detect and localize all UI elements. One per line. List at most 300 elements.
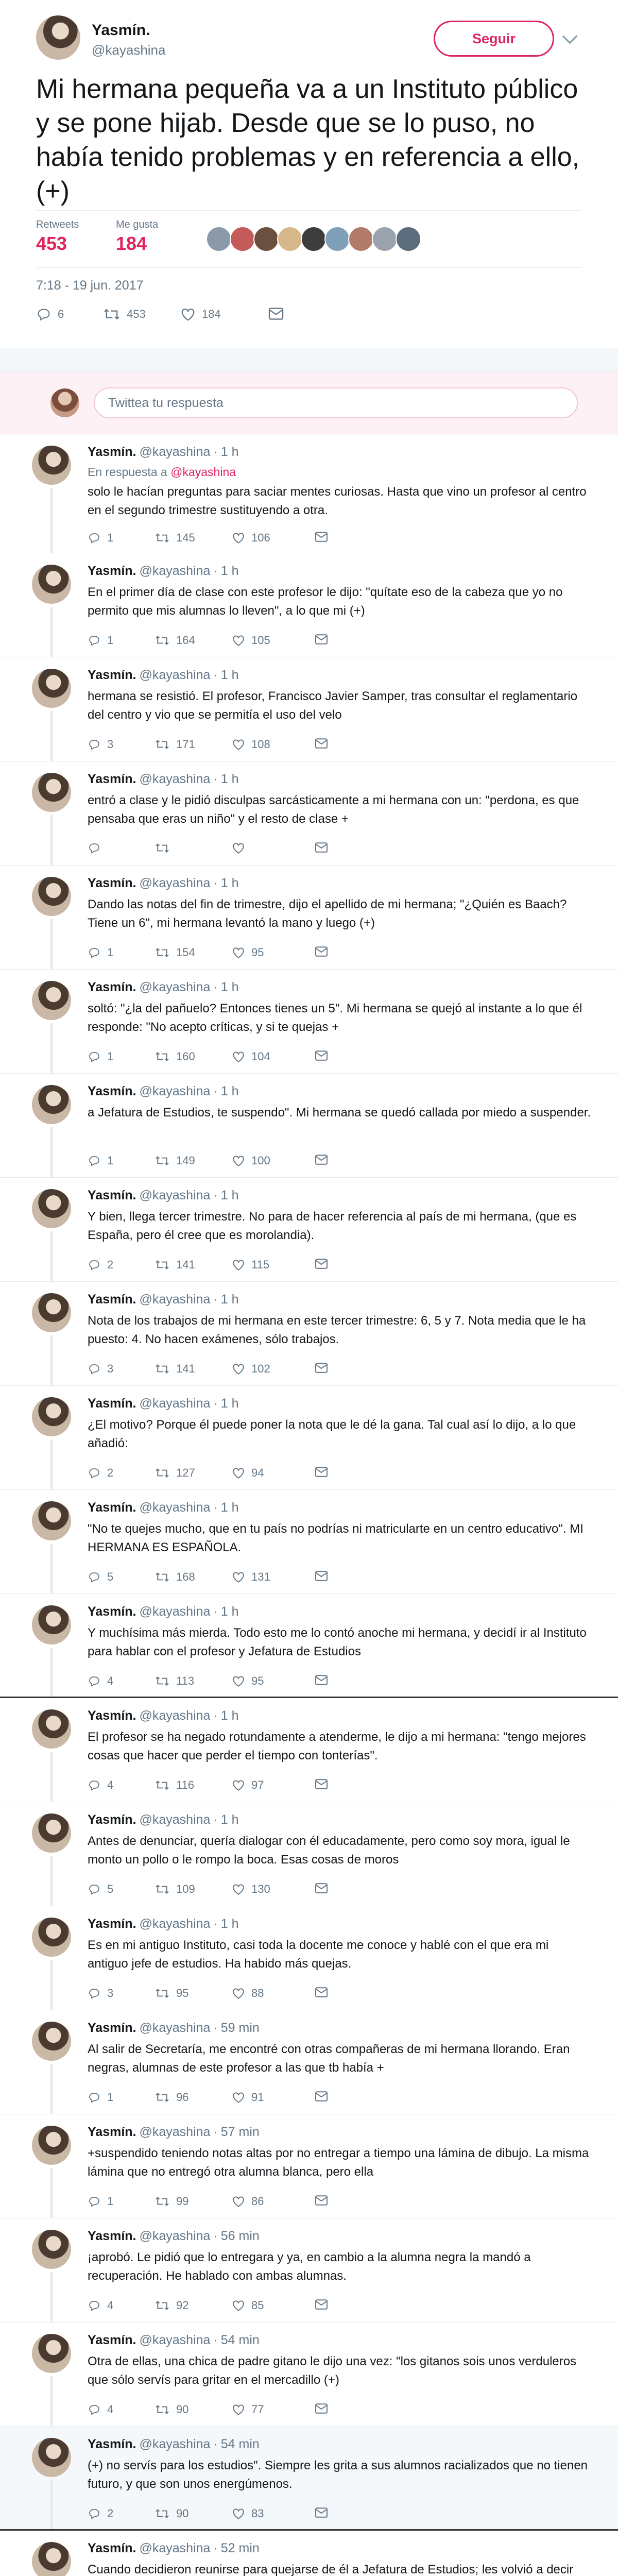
author-handle[interactable]: @kayashina bbox=[139, 1708, 211, 1723]
avatar[interactable] bbox=[32, 446, 71, 485]
message-button[interactable] bbox=[314, 1987, 329, 1998]
thread-line bbox=[50, 488, 53, 553]
author-name[interactable]: Yasmín. bbox=[88, 445, 136, 459]
author-name[interactable]: Yasmín. bbox=[88, 1188, 136, 1202]
reply-tweet[interactable] bbox=[0, 1178, 618, 1282]
avatar[interactable] bbox=[206, 226, 232, 252]
like-button[interactable] bbox=[232, 1987, 264, 2000]
retweet-count: 453 bbox=[127, 308, 146, 320]
envelope-icon bbox=[314, 1258, 329, 1269]
thread-line bbox=[50, 1544, 53, 1594]
reply-time[interactable]: 1 h bbox=[220, 1396, 239, 1411]
retweet-count: 141 bbox=[176, 1258, 195, 1271]
avatar[interactable] bbox=[32, 2230, 71, 2269]
reply-input[interactable]: Twittea tu respuesta bbox=[94, 387, 578, 418]
reply-count: 1 bbox=[107, 946, 114, 959]
author-handle[interactable]: @kayashina bbox=[139, 2229, 211, 2243]
like-count: 95 bbox=[251, 1674, 264, 1687]
reply-button[interactable] bbox=[88, 1674, 113, 1688]
heart-icon bbox=[232, 2195, 245, 2208]
retweet-button[interactable] bbox=[154, 1258, 195, 1272]
retweet-icon bbox=[154, 1883, 170, 1895]
reply-icon bbox=[88, 2403, 101, 2416]
reply-tweet[interactable] bbox=[0, 2218, 618, 2323]
retweet-icon bbox=[154, 1779, 170, 1791]
follow-button[interactable]: Seguir bbox=[434, 21, 554, 57]
message-button[interactable] bbox=[314, 2403, 329, 2414]
reply-time[interactable]: 1 h bbox=[220, 668, 239, 682]
reply-tweet[interactable] bbox=[0, 2010, 618, 2114]
thread-line bbox=[50, 1648, 53, 1697]
author-name[interactable]: Yasmín. bbox=[88, 980, 136, 994]
retweet-button[interactable] bbox=[154, 738, 195, 751]
avatar[interactable] bbox=[32, 2438, 71, 2477]
author-name[interactable]: Yasmín. bbox=[88, 564, 136, 578]
heart-icon bbox=[232, 532, 245, 544]
avatar[interactable] bbox=[32, 1085, 71, 1124]
reply-time[interactable]: 1 h bbox=[220, 980, 239, 994]
author-handle[interactable]: @kayashina bbox=[139, 1084, 211, 1098]
avatar[interactable] bbox=[32, 1709, 71, 1749]
reply-time[interactable]: 1 h bbox=[220, 445, 239, 459]
retweet-button[interactable] bbox=[154, 1987, 188, 2000]
reply-button[interactable] bbox=[88, 1362, 113, 1376]
reply-actions bbox=[88, 946, 448, 963]
message-button[interactable] bbox=[314, 634, 329, 645]
like-button[interactable] bbox=[232, 1154, 270, 1167]
author-handle[interactable]: @kayashina bbox=[139, 1188, 211, 1202]
like-button[interactable] bbox=[232, 2195, 264, 2208]
message-button[interactable] bbox=[314, 2299, 329, 2310]
author-name[interactable]: Yasmín. bbox=[88, 876, 136, 890]
reply-icon bbox=[88, 946, 101, 959]
message-button[interactable] bbox=[314, 1050, 329, 1061]
envelope-icon bbox=[314, 634, 329, 645]
like-button[interactable] bbox=[232, 1466, 264, 1480]
author-handle[interactable]: @kayashina bbox=[139, 668, 211, 682]
author-name[interactable]: Yasmín. bbox=[92, 22, 150, 39]
author-name[interactable]: Yasmín. bbox=[88, 1604, 136, 1619]
like-count: 88 bbox=[251, 1987, 264, 1999]
reply-time[interactable]: 1 h bbox=[220, 1917, 239, 1931]
author-handle[interactable]: @kayashina bbox=[139, 445, 211, 459]
avatar[interactable] bbox=[32, 565, 71, 604]
message-button[interactable] bbox=[314, 2195, 329, 2206]
retweet-count: 145 bbox=[176, 531, 195, 544]
reply-header bbox=[88, 1500, 239, 1515]
retweet-button[interactable] bbox=[154, 1674, 194, 1688]
reply-header bbox=[88, 1084, 239, 1099]
message-button[interactable] bbox=[314, 842, 329, 853]
heart-icon bbox=[232, 1779, 245, 1791]
message-button[interactable] bbox=[314, 1674, 329, 1686]
message-button[interactable] bbox=[314, 946, 329, 957]
reply-time[interactable]: 1 h bbox=[220, 1084, 239, 1098]
envelope-icon bbox=[314, 1154, 329, 1165]
reply-button[interactable] bbox=[88, 1778, 113, 1792]
author-handle[interactable]: @kayashina bbox=[139, 1292, 211, 1307]
likes-stat[interactable] bbox=[116, 219, 158, 255]
reply-text: +suspendido teniendo notas altas por no entregar a tiempo una lámina de dibujo. La misma lámina que no entregó otra alumna blanca, pero ella bbox=[88, 2146, 589, 2179]
reply-tweet[interactable] bbox=[0, 1074, 618, 1178]
like-count: 95 bbox=[251, 946, 264, 959]
author-name[interactable]: Yasmín. bbox=[88, 1812, 136, 1827]
message-button[interactable] bbox=[314, 1883, 329, 1894]
author-handle[interactable]: @kayashina bbox=[139, 980, 211, 994]
author-name[interactable]: Yasmín. bbox=[88, 2541, 136, 2555]
avatar[interactable] bbox=[32, 2542, 71, 2576]
avatar[interactable] bbox=[32, 1918, 71, 1957]
retweet-button[interactable] bbox=[154, 1466, 195, 1480]
retweet-icon bbox=[154, 2299, 170, 2312]
reply-button[interactable] bbox=[88, 946, 113, 959]
retweet-count: 90 bbox=[176, 2507, 189, 2520]
author-handle[interactable]: @kayashina bbox=[139, 1812, 211, 1827]
message-button[interactable] bbox=[314, 1362, 329, 1374]
reply-count: 4 bbox=[107, 2299, 114, 2312]
like-button[interactable] bbox=[232, 531, 270, 545]
tweet-timestamp[interactable]: 7:18 - 19 jun. 2017 bbox=[36, 278, 144, 293]
separator: · bbox=[213, 2437, 218, 2451]
reply-count: 1 bbox=[107, 1050, 114, 1063]
author-handle[interactable]: @kayashina bbox=[139, 772, 211, 786]
avatar[interactable] bbox=[32, 1189, 71, 1228]
author-handle[interactable]: @kayashina bbox=[139, 1500, 211, 1515]
like-button[interactable] bbox=[232, 2299, 264, 2312]
reply-time[interactable]: 1 h bbox=[220, 1604, 239, 1619]
reply-time[interactable]: 1 h bbox=[220, 876, 239, 890]
reply-tweet[interactable] bbox=[0, 1282, 618, 1386]
author-handle[interactable]: @kayashina bbox=[139, 1396, 211, 1411]
reply-header bbox=[88, 772, 239, 787]
like-button[interactable] bbox=[180, 307, 221, 321]
reply-time[interactable]: 1 h bbox=[220, 1188, 239, 1202]
avatar[interactable] bbox=[32, 877, 71, 916]
retweet-icon bbox=[154, 738, 170, 751]
author-handle[interactable]: @kayashina bbox=[139, 1917, 211, 1931]
like-button[interactable] bbox=[232, 738, 270, 751]
author-name[interactable]: Yasmín. bbox=[88, 1396, 136, 1411]
reply-tweet[interactable] bbox=[0, 970, 618, 1074]
envelope-icon bbox=[314, 2195, 329, 2206]
reply-text: Al salir de Secretaría, me encontré con otras compañeras de mi hermana llorando. Eran negras, alumnas de este profesor a las que tb había + bbox=[88, 2042, 570, 2075]
reply-actions bbox=[88, 738, 448, 755]
author-name[interactable]: Yasmín. bbox=[88, 668, 136, 682]
reply-time[interactable]: 1 h bbox=[220, 1500, 239, 1515]
reply-button[interactable] bbox=[88, 1466, 113, 1480]
reply-button[interactable] bbox=[88, 1883, 113, 1896]
avatar[interactable] bbox=[32, 773, 71, 812]
author-name[interactable]: Yasmín. bbox=[88, 1917, 136, 1931]
reply-actions bbox=[88, 531, 448, 549]
retweet-button[interactable] bbox=[154, 531, 195, 545]
author-name[interactable]: Yasmín. bbox=[88, 1292, 136, 1307]
reply-tweet[interactable] bbox=[0, 2427, 618, 2531]
like-button[interactable] bbox=[232, 946, 264, 959]
reply-text: Otra de ellas, una chica de padre gitano le dijo una vez: "los gitanos sois unos verduleros que sólo servís para gritar en el mercadillo (+) bbox=[88, 2354, 577, 2387]
like-button[interactable] bbox=[232, 1050, 270, 1063]
reply-actions bbox=[88, 2403, 448, 2420]
avatar[interactable] bbox=[32, 1397, 71, 1436]
like-count: 108 bbox=[251, 738, 270, 751]
retweet-button[interactable] bbox=[154, 1883, 195, 1896]
author-handle[interactable]: @kayashina bbox=[139, 1604, 211, 1619]
reply-time[interactable]: 52 min bbox=[220, 2541, 260, 2555]
reply-icon bbox=[88, 1883, 101, 1895]
envelope-icon bbox=[314, 1987, 329, 1998]
reply-button[interactable] bbox=[88, 1258, 113, 1272]
retweets-label: Retweets bbox=[36, 219, 79, 230]
retweet-button[interactable] bbox=[154, 1362, 195, 1376]
reply-time[interactable]: 54 min bbox=[220, 2333, 260, 2347]
reply-button[interactable] bbox=[88, 2195, 113, 2208]
reply-time[interactable]: 59 min bbox=[220, 2021, 260, 2035]
envelope-icon bbox=[314, 1674, 329, 1686]
reply-actions bbox=[88, 1362, 448, 1380]
author-name[interactable]: Yasmín. bbox=[88, 2125, 136, 2139]
retweet-button[interactable] bbox=[154, 1154, 195, 1167]
reply-tweet[interactable] bbox=[0, 866, 618, 970]
retweet-button[interactable] bbox=[154, 842, 176, 854]
like-count: 130 bbox=[251, 1883, 270, 1895]
reply-text: Antes de denunciar, quería dialogar con él educadamente, pero como soy mora, igual le monto un pollo o le rompo la boca. Esas cosas de moros bbox=[88, 1834, 570, 1867]
reply-button[interactable] bbox=[88, 2299, 113, 2312]
reply-header bbox=[88, 2437, 260, 2452]
author-name[interactable]: Yasmín. bbox=[88, 2333, 136, 2347]
retweet-button[interactable] bbox=[154, 634, 195, 647]
retweet-button[interactable] bbox=[154, 1050, 195, 1063]
likes-label: Me gusta bbox=[116, 219, 159, 230]
retweet-button[interactable] bbox=[154, 2091, 188, 2104]
avatar[interactable] bbox=[32, 669, 71, 708]
author-handle[interactable]: @kayashina bbox=[139, 564, 211, 578]
message-button[interactable] bbox=[314, 1570, 329, 1582]
retweet-button[interactable] bbox=[154, 2299, 188, 2312]
like-button[interactable] bbox=[232, 634, 270, 647]
reply-actions bbox=[88, 1778, 448, 1796]
reply-icon bbox=[88, 532, 101, 544]
separator: · bbox=[213, 2125, 218, 2139]
retweet-button[interactable] bbox=[103, 307, 146, 321]
avatar[interactable] bbox=[348, 226, 374, 252]
reply-actions bbox=[88, 842, 448, 859]
author-name[interactable]: Yasmín. bbox=[88, 2437, 136, 2451]
reply-button[interactable] bbox=[88, 2507, 113, 2520]
author-handle[interactable]: @kayashina bbox=[139, 2437, 211, 2451]
heart-icon bbox=[232, 1050, 245, 1063]
avatar[interactable] bbox=[253, 226, 279, 252]
reply-button[interactable] bbox=[88, 634, 113, 647]
like-count: 115 bbox=[251, 1258, 270, 1271]
avatar[interactable] bbox=[32, 1501, 71, 1540]
reply-time[interactable]: 54 min bbox=[220, 2437, 260, 2451]
reply-tweet[interactable] bbox=[0, 1906, 618, 2010]
like-button[interactable] bbox=[232, 1258, 269, 1272]
heart-icon bbox=[232, 2299, 245, 2312]
author-name[interactable]: Yasmín. bbox=[88, 1708, 136, 1723]
envelope-icon bbox=[314, 1050, 329, 1061]
reply-button[interactable] bbox=[88, 1987, 113, 2000]
like-button[interactable] bbox=[232, 1883, 270, 1896]
retweets-stat[interactable] bbox=[36, 219, 79, 255]
message-button[interactable] bbox=[314, 1154, 329, 1165]
reply-header bbox=[88, 564, 239, 579]
author-handle[interactable]: @kayashina bbox=[139, 2021, 211, 2035]
reply-time[interactable]: 57 min bbox=[220, 2125, 260, 2139]
like-button[interactable] bbox=[232, 2507, 264, 2520]
avatar[interactable] bbox=[230, 226, 255, 252]
heart-icon bbox=[232, 634, 245, 647]
reply-time[interactable]: 1 h bbox=[220, 1292, 239, 1307]
author-name[interactable]: Yasmín. bbox=[88, 1500, 136, 1515]
reply-button[interactable] bbox=[88, 1154, 113, 1167]
message-button[interactable] bbox=[268, 307, 284, 320]
author-name[interactable]: Yasmín. bbox=[88, 2229, 136, 2243]
avatar[interactable] bbox=[32, 2022, 71, 2061]
thread-line bbox=[50, 2168, 53, 2218]
reply-button[interactable] bbox=[88, 1050, 113, 1063]
avatar[interactable] bbox=[32, 1814, 71, 1853]
like-button[interactable] bbox=[232, 842, 251, 854]
retweet-count: 168 bbox=[176, 1570, 195, 1583]
reply-button[interactable] bbox=[36, 307, 64, 321]
reply-actions bbox=[88, 2507, 448, 2524]
reply-count: 1 bbox=[107, 2091, 114, 2104]
reply-icon bbox=[88, 738, 101, 751]
envelope-icon bbox=[314, 2299, 329, 2310]
separator: · bbox=[213, 876, 218, 890]
like-count: 102 bbox=[251, 1362, 270, 1375]
reply-tweet[interactable] bbox=[0, 657, 618, 761]
reply-icon bbox=[88, 2507, 101, 2520]
message-button[interactable] bbox=[314, 531, 329, 543]
reply-tweet[interactable] bbox=[0, 1594, 618, 1698]
reply-tweet[interactable] bbox=[0, 2114, 618, 2218]
heart-icon bbox=[232, 2091, 245, 2104]
author-handle[interactable]: @kayashina bbox=[92, 42, 166, 58]
reply-time[interactable]: 1 h bbox=[220, 1708, 239, 1723]
avatar[interactable] bbox=[301, 226, 327, 252]
reply-time[interactable]: 56 min bbox=[220, 2229, 260, 2243]
reply-time[interactable]: 1 h bbox=[220, 772, 239, 786]
reply-tweet[interactable] bbox=[0, 761, 618, 866]
thread-line bbox=[50, 1127, 53, 1177]
avatar[interactable] bbox=[36, 15, 80, 60]
reply-button[interactable] bbox=[88, 2091, 113, 2104]
avatar[interactable] bbox=[32, 1293, 71, 1332]
avatar[interactable] bbox=[32, 2334, 71, 2373]
retweet-count: 95 bbox=[176, 1987, 189, 1999]
chevron-down-icon[interactable] bbox=[562, 29, 578, 44]
like-button[interactable] bbox=[232, 1362, 270, 1376]
reply-text: El profesor se ha negado rotundamente a atenderme, le dijo a mi hermana: "tengo mejores cosas que hacer que perder el tiempo con tonterías". bbox=[88, 1730, 586, 1762]
reply-tweet[interactable] bbox=[0, 553, 618, 657]
author-handle[interactable]: @kayashina bbox=[139, 2333, 211, 2347]
message-button[interactable] bbox=[314, 1258, 329, 1269]
avatar[interactable] bbox=[32, 981, 71, 1020]
message-button[interactable] bbox=[314, 1778, 329, 1790]
heart-icon bbox=[232, 2403, 245, 2416]
retweet-button[interactable] bbox=[154, 1570, 195, 1584]
reply-button[interactable] bbox=[88, 2403, 113, 2416]
envelope-icon bbox=[314, 2403, 329, 2414]
thread-line bbox=[50, 2376, 53, 2426]
reply-text: "No te quejes mucho, que en tu país no podrías ni matricularte en un centro educativo". MI HERMANA ES ESPAÑOLA. bbox=[88, 1522, 583, 1554]
separator: · bbox=[213, 1396, 218, 1411]
message-button[interactable] bbox=[314, 2507, 329, 2518]
reply-tweet[interactable] bbox=[0, 434, 618, 553]
reply-tweet[interactable] bbox=[0, 1802, 618, 1906]
reply-tweet[interactable] bbox=[0, 2323, 618, 2427]
author-name[interactable]: Yasmín. bbox=[88, 2021, 136, 2035]
in-reply-mention[interactable]: @kayashina bbox=[170, 465, 236, 479]
avatar[interactable] bbox=[32, 2126, 71, 2165]
tweet-actions bbox=[36, 307, 397, 328]
message-button[interactable] bbox=[314, 1466, 329, 1478]
author-handle[interactable]: @kayashina bbox=[139, 2125, 211, 2139]
retweet-count: 160 bbox=[176, 1050, 195, 1063]
reply-button[interactable] bbox=[88, 531, 113, 545]
reply-actions bbox=[88, 2299, 448, 2316]
likes-count: 184 bbox=[116, 233, 147, 254]
like-count: 94 bbox=[251, 1466, 264, 1479]
reply-tweet[interactable] bbox=[0, 1698, 618, 1802]
author-handle[interactable]: @kayashina bbox=[139, 2541, 211, 2555]
like-button[interactable] bbox=[232, 1570, 270, 1584]
like-count: 85 bbox=[251, 2299, 264, 2312]
reply-time[interactable]: 1 h bbox=[220, 564, 239, 578]
retweet-icon bbox=[154, 1363, 170, 1375]
like-button[interactable] bbox=[232, 2403, 264, 2416]
avatar[interactable] bbox=[32, 1605, 71, 1645]
message-button[interactable] bbox=[314, 738, 329, 749]
author-name[interactable]: Yasmín. bbox=[88, 1084, 136, 1098]
heart-icon bbox=[232, 1571, 245, 1583]
reply-count: 2 bbox=[107, 1258, 114, 1271]
reply-tweet[interactable] bbox=[0, 1386, 618, 1490]
avatar[interactable] bbox=[372, 226, 398, 252]
author-name[interactable]: Yasmín. bbox=[88, 772, 136, 786]
like-button[interactable] bbox=[232, 1778, 264, 1792]
reply-button[interactable] bbox=[88, 738, 113, 751]
reply-count: 3 bbox=[107, 1987, 114, 1999]
reply-text: a Jefatura de Estudios, te suspendo". Mi hermana se quedó callada por miedo a suspender. bbox=[88, 1106, 591, 1120]
reply-time[interactable]: 1 h bbox=[220, 1812, 239, 1827]
message-button[interactable] bbox=[314, 2091, 329, 2102]
reply-tweet[interactable] bbox=[0, 2531, 618, 2576]
reply-actions bbox=[88, 1258, 448, 1276]
reply-button[interactable] bbox=[88, 1570, 113, 1584]
reply-actions bbox=[88, 1570, 448, 1588]
like-button[interactable] bbox=[232, 1674, 264, 1688]
retweet-button[interactable] bbox=[154, 946, 195, 959]
retweet-button[interactable] bbox=[154, 2403, 188, 2416]
reply-tweet[interactable] bbox=[0, 1490, 618, 1594]
retweet-button[interactable] bbox=[154, 2507, 188, 2520]
retweet-button[interactable] bbox=[154, 2195, 188, 2208]
avatar[interactable] bbox=[277, 226, 303, 252]
thread-line bbox=[50, 607, 53, 657]
reply-icon bbox=[88, 2299, 101, 2312]
retweet-button[interactable] bbox=[154, 1778, 194, 1792]
avatar[interactable] bbox=[396, 226, 421, 252]
author-handle[interactable]: @kayashina bbox=[139, 876, 211, 890]
avatar[interactable] bbox=[324, 226, 350, 252]
reply-button[interactable] bbox=[88, 842, 107, 854]
reply-text: Y bien, llega tercer trimestre. No para de hacer referencia al país de mi hermana, (que es España, pero él cree que es morolandia). bbox=[88, 1210, 577, 1242]
like-count: 100 bbox=[251, 1154, 270, 1167]
like-button[interactable] bbox=[232, 2091, 264, 2104]
